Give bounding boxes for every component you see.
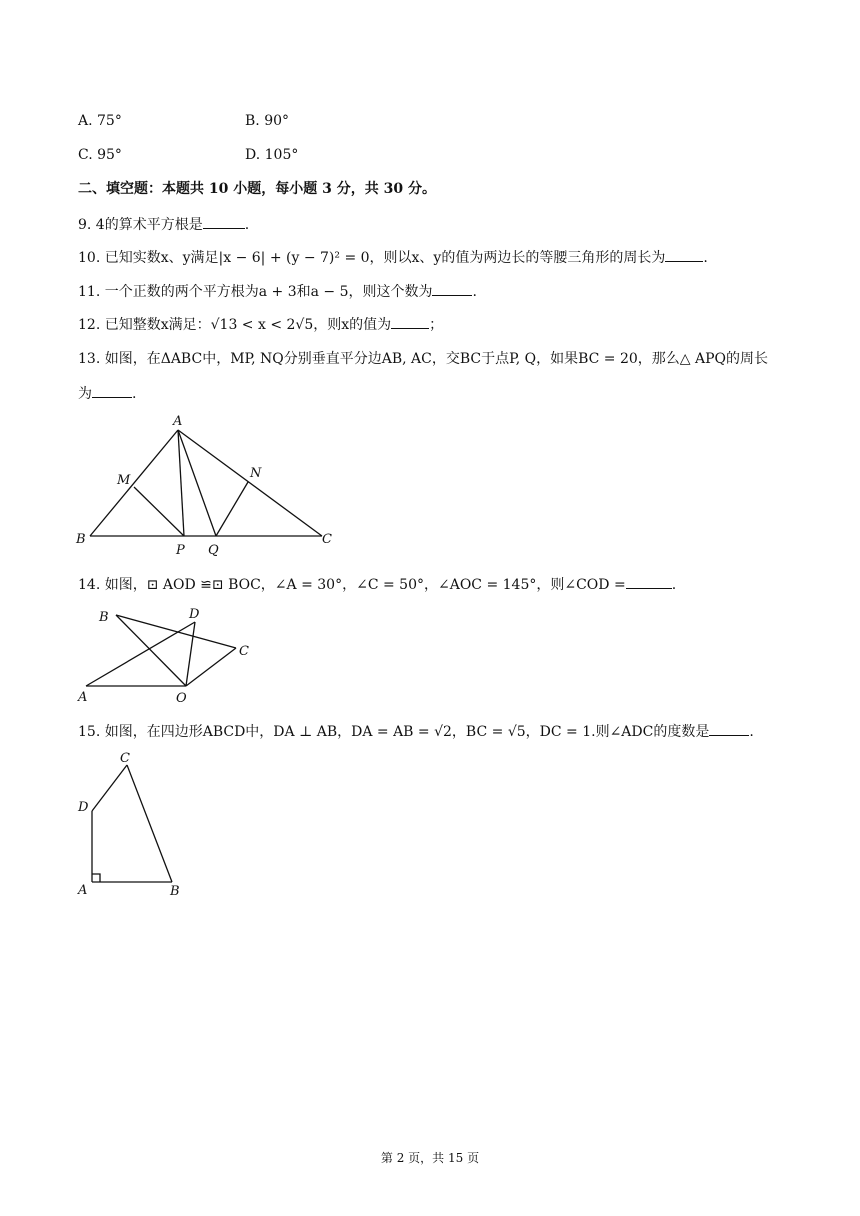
q15-quadrilateral-figure [70, 745, 200, 905]
segment-do [186, 622, 195, 686]
label-m: M [117, 473, 131, 488]
question-14-text: 14. 如图，⊡ AOD ≌⊡ BOC，∠A = 30°，∠C = 50°，∠AOC = 145°，则∠COD = [78, 577, 626, 593]
question-11-text: 11. 一个正数的两个平方根为a + 3和a − 5，则这个数为 [78, 284, 433, 300]
label-n: N [250, 466, 262, 481]
question-10-end: . [703, 250, 708, 266]
option-b: B. 90° [245, 113, 290, 129]
label-p: P [176, 543, 185, 558]
segment-ac [178, 430, 322, 536]
question-13-line1: 13. 如图，在ΔABC中，MP, NQ分别垂直平分边AB, AC，交BC于点P, Q，如果BC = 20，那么△ APQ的周长 [78, 351, 769, 367]
label-b: B [99, 610, 109, 625]
question-11-end: . [472, 284, 477, 300]
question-15-text: 15. 如图，在四边形ABCD中，DA ⊥ AB，DA = AB = √2，BC = √5，DC = 1.则∠ADC的度数是 [78, 724, 710, 740]
label-o: O [176, 691, 187, 706]
answer-blank [709, 721, 749, 736]
label-q: Q [208, 543, 219, 558]
segment-ab [90, 430, 178, 536]
question-12 [78, 314, 443, 335]
q13-triangle-figure [70, 410, 350, 560]
question-14-end: . [671, 577, 677, 593]
page-footer: 第 2 页，共 15 页 [380, 1151, 480, 1165]
question-13-end: . [132, 386, 137, 402]
q14-triangles-figure [70, 600, 270, 710]
label-c: C [239, 644, 249, 659]
question-9 [78, 214, 249, 235]
question-9-end: . [244, 217, 250, 233]
label-b: B [76, 532, 86, 547]
answer-blank [665, 247, 703, 262]
label-b: B [170, 884, 180, 899]
label-a: A [78, 883, 88, 898]
question-11 [78, 281, 477, 302]
question-10 [78, 247, 708, 268]
label-c: C [120, 751, 130, 766]
segment-dc [92, 765, 127, 811]
label-d: D [78, 800, 89, 815]
answer-blank [203, 214, 245, 229]
question-10-text: 10. 已知实数x、y满足|x − 6| + (y − 7)² = 0，则以x、y的值为两边长的等腰三角形的周长为 [78, 250, 666, 266]
answer-blank [391, 314, 429, 329]
question-13-line2 [78, 383, 136, 404]
segment-nq [216, 482, 248, 536]
segment-cb [127, 765, 172, 882]
segment-co [186, 648, 236, 686]
option-d: D. 105° [245, 147, 299, 163]
answer-blank [432, 281, 472, 296]
segment-mp [134, 487, 184, 536]
question-15 [78, 721, 754, 742]
question-13-line2-text: 为 [78, 386, 92, 402]
label-a: A [173, 414, 183, 429]
segment-bc [116, 615, 236, 648]
label-d: D [189, 607, 200, 622]
option-c: C. 95° [78, 147, 122, 163]
question-9-text: 9. 4的算术平方根是 [78, 217, 203, 233]
answer-blank [626, 574, 672, 589]
section-heading: 二、填空题：本题共 10 小题，每小题 3 分，共 30 分。 [78, 181, 436, 197]
question-12-end: ； [429, 317, 444, 333]
label-a: A [78, 690, 88, 705]
option-a: A. 75° [78, 113, 122, 129]
segment-bo [116, 615, 186, 686]
question-15-end: . [749, 724, 754, 740]
question-14 [78, 574, 676, 595]
label-c: C [322, 532, 332, 547]
answer-blank [92, 383, 132, 398]
right-angle-mark [92, 874, 100, 882]
question-12-text: 12. 已知整数x满足：√13 < x < 2√5，则x的值为 [78, 317, 392, 333]
